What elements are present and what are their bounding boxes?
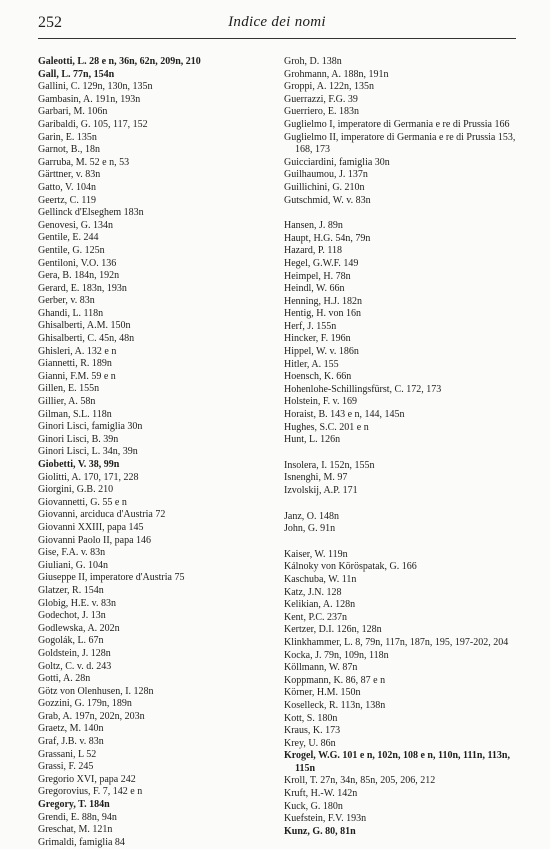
index-entry: Grab, A. 197n, 202n, 203n — [38, 710, 145, 722]
index-entry: Guicciardini, famiglia 30n — [284, 156, 390, 168]
index-entry: Haupt, H.G. 54n, 79n — [284, 232, 371, 244]
index-entry: Ghisleri, A. 132 e n — [38, 345, 117, 357]
index-entry: Godechot, J. 13n — [38, 610, 106, 622]
index-entry: Hoensch, K. 66n — [284, 371, 352, 383]
index-column-right — [284, 56, 529, 838]
index-entry: Hitler, A. 155 — [284, 358, 339, 370]
index-entry: Gutschmid, W. v. 83n — [284, 194, 371, 206]
index-entry: Gallini, C. 129n, 130n, 135n — [38, 81, 153, 93]
page-number: 252 — [38, 14, 62, 31]
index-entry: Hazard, P. 118 — [284, 245, 342, 257]
index-entry: Krey, U. 86n — [284, 737, 336, 749]
index-entry: Ghandi, L. 118n — [38, 307, 104, 319]
index-entry: Heimpel, H. 78n — [284, 270, 351, 282]
index-entry: Giovannetti, G. 55 e n — [38, 496, 127, 508]
index-entry: Guerrazzi, F.G. 39 — [284, 93, 358, 105]
index-entry: Glatzer, R. 154n — [38, 584, 104, 596]
index-entry: Gregorio XVI, papa 242 — [38, 773, 136, 785]
index-entry: Koselleck, R. 113n, 138n — [284, 699, 386, 711]
index-entry: Ginori Lisci, L. 34n, 39n — [38, 446, 138, 458]
index-entry: Goldstein, J. 128n — [38, 647, 111, 659]
index-entry: Graetz, M. 140n — [38, 723, 104, 735]
index-entry: Hohenlohe-Schillingsfürst, C. 172, 173 — [284, 383, 442, 395]
index-entry: Ghisalberti, C. 45n, 48n — [38, 333, 135, 345]
index-entry: Genovesi, G. 134n — [38, 219, 113, 231]
index-entry: Kertzer, D.I. 126n, 128n — [284, 624, 382, 636]
index-entry: Hughes, S.C. 201 e n — [284, 421, 369, 433]
index-entry: Janz, O. 148n — [284, 510, 339, 522]
index-entry: Gall, L. 77n, 154n — [38, 68, 115, 80]
index-entry: Hippel, W. v. 186n — [284, 346, 359, 358]
index-entry: Gozzini, G. 179n, 189n — [38, 698, 132, 710]
index-entry: Giuseppe II, imperatore d'Austria 75 — [38, 572, 185, 584]
index-entry: Greschat, M. 121n — [38, 824, 113, 836]
index-entry: Gärttner, v. 83n — [38, 169, 101, 181]
index-entry: Katz, J.N. 128 — [284, 586, 342, 598]
index-entry: Giuliani, G. 104n — [38, 559, 108, 571]
index-column-left — [38, 56, 283, 849]
index-entry: Gogolák, L. 67n — [38, 635, 104, 647]
index-entry: Gera, B. 184n, 192n — [38, 270, 120, 282]
page-header — [38, 14, 516, 39]
index-entry: Kuefstein, F.V. 193n — [284, 813, 367, 825]
index-entry: Giovanni, arciduca d'Austria 72 — [38, 509, 166, 521]
index-entry: Insolera, I. 152n, 155n — [284, 459, 375, 471]
index-entry: Gregory, T. 184n — [38, 799, 110, 811]
index-entry: Gise, F.A. v. 83n — [38, 547, 106, 559]
index-entry: Giobetti, V. 38, 99n — [38, 459, 120, 470]
index-entry: Kocka, J. 79n, 109n, 118n — [284, 649, 389, 661]
index-entry: Hentig, H. von 16n — [284, 308, 361, 320]
index-entry: Galeotti, L. 28 e n, 36n, 62n, 209n, 210 — [38, 56, 201, 67]
index-entry: Godlewska, A. 202n — [38, 622, 120, 634]
index-entry: Izvolskij, A.P. 171 — [284, 485, 358, 496]
index-entry: Kaiser, W. 119n — [284, 548, 348, 560]
running-title: Indice dei nomi — [228, 14, 326, 30]
index-entry: Guglielmo I, imperatore di Germania e re di Prussia 166 — [284, 118, 510, 130]
index-entry: Gentile, G. 125n — [38, 244, 105, 256]
index-entry: Kálnoky von Köröspatak, G. 166 — [284, 561, 417, 573]
index-entry: Gentiloni, V.O. 136 — [38, 257, 117, 269]
index-entry: Guilhaumou, J. 137n — [284, 169, 368, 181]
index-entry: Kuck, G. 180n — [284, 800, 343, 812]
index-entry: Giolitti, A. 170, 171, 228 — [38, 471, 139, 483]
index-entry: Goltz, C. v. d. 243 — [38, 660, 112, 672]
index-entry: Grohmann, A. 188n, 191n — [284, 68, 389, 80]
index-entry: Hegel, G.W.F. 149 — [284, 257, 359, 269]
index-entry: Gambasin, A. 191n, 193n — [38, 93, 141, 105]
index-entry: Giovanni Paolo II, papa 146 — [38, 534, 152, 546]
index-entry: Garruba, M. 52 e n, 53 — [38, 156, 130, 168]
index-entry: Krogel, W.G. 101 e n, 102n, 108 e n, 110n, 111n, 113n, 115n — [284, 750, 510, 774]
index-entry: Gentile, E. 244 — [38, 232, 99, 244]
index-entry: John, G. 91n — [284, 523, 336, 535]
index-entry: Gellinck d'Elseghem 183n — [38, 207, 144, 219]
index-entry: Körner, H.M. 150n — [284, 687, 361, 699]
index-entry: Götz von Olenhusen, I. 128n — [38, 685, 154, 697]
index-entry: Gillen, E. 155n — [38, 383, 100, 395]
index-entry: Hunt, L. 126n — [284, 434, 341, 446]
index-entry: Giorgini, G.B. 210 — [38, 484, 114, 496]
index-entry: Garibaldi, G. 105, 117, 152 — [38, 118, 148, 130]
index-entry: Kott, S. 180n — [284, 712, 338, 724]
index-entry: Garbari, M. 106n — [38, 106, 108, 118]
index-entry: Koppmann, K. 86, 87 e n — [284, 674, 386, 686]
index-entry: Gatto, V. 104n — [38, 181, 96, 193]
index-entry: Groppi, A. 122n, 135n — [284, 81, 374, 93]
index-entry: Gillier, A. 58n — [38, 396, 96, 408]
index-entry: Ginori Lisci, B. 39n — [38, 433, 119, 445]
index-entry: Kroll, T. 27n, 34n, 85n, 205, 206, 212 — [284, 775, 436, 787]
index-entry: Heindl, W. 66n — [284, 283, 345, 295]
index-entry: Horaist, B. 143 e n, 144, 145n — [284, 409, 405, 421]
index-entry: Herf, J. 155n — [284, 320, 337, 332]
index-entry: Guillichini, G. 210n — [284, 181, 365, 193]
index-entry: Kraus, K. 173 — [284, 725, 341, 737]
index-entry: Kaschuba, W. 11n — [284, 573, 357, 585]
index-entry: Kruft, H.-W. 142n — [284, 788, 358, 800]
index-entry: Henning, H.J. 182n — [284, 295, 363, 307]
index-entry: Geertz, C. 119 — [38, 194, 96, 206]
index-entry: Grassi, F. 245 — [38, 761, 94, 773]
index-entry: Holstein, F. v. 169 — [284, 396, 357, 408]
index-entry: Gerber, v. 83n — [38, 295, 95, 307]
index-entry: Giannetti, R. 189n — [38, 358, 112, 370]
index-entry: Grimaldi, famiglia 84 — [38, 836, 125, 848]
index-entry: Gilman, S.L. 118n — [38, 408, 112, 420]
index-entry: Grassani, L 52 — [38, 748, 97, 760]
index-entry: Kunz, G. 80, 81n — [284, 825, 356, 837]
index-entry: Garnot, B., 18n — [38, 144, 100, 156]
index-entry: Groh, D. 138n — [284, 56, 342, 67]
index-entry: Gregorovius, F. 7, 142 e n — [38, 786, 143, 798]
index-entry: Grendi, E. 88n, 94n — [38, 811, 117, 823]
index-entry: Graf, J.B. v. 83n — [38, 736, 104, 748]
index-entry: Klinkhammer, L. 8, 79n, 117n, 187n, 195, 197-202, 204 — [284, 636, 509, 648]
index-entry: Köllmann, W. 87n — [284, 662, 358, 674]
index-entry: Hansen, J. 89n — [284, 220, 343, 232]
index-entry: Garin, E. 135n — [38, 131, 97, 143]
index-entry: Gotti, A. 28n — [38, 673, 91, 685]
index-entry: Isnenghi, M. 97 — [284, 472, 348, 484]
index-entry: Gerard, E. 183n, 193n — [38, 282, 127, 294]
index-entry: Kelikian, A. 128n — [284, 599, 356, 611]
index-entry: Ghisalberti, A.M. 150n — [38, 320, 131, 332]
index-entry: Gianni, F.M. 59 e n — [38, 370, 116, 382]
index-entry: Guglielmo II, imperatore di Germania e re di Prussia 153, 168, 173 — [284, 131, 516, 156]
index-entry: Kent, P.C. 237n — [284, 611, 348, 623]
index-entry: Globig, H.E. v. 83n — [38, 597, 116, 609]
index-entry: Guerriero, E. 183n — [284, 106, 359, 118]
index-entry: Giovanni XXIII, papa 145 — [38, 521, 144, 533]
index-entry: Hincker, F. 196n — [284, 333, 351, 345]
index-entry: Ginori Lisci, famiglia 30n — [38, 421, 143, 433]
